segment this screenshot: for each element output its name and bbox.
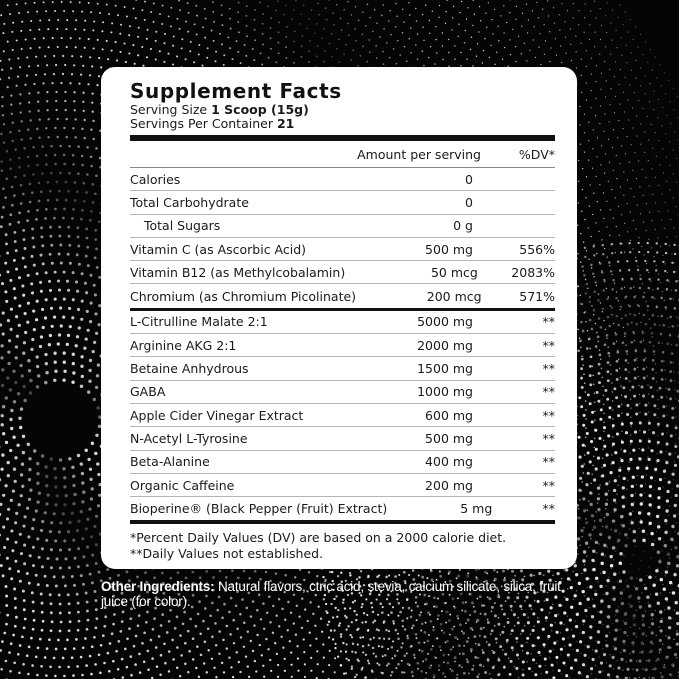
ingredient-rows <box>130 311 555 521</box>
table-row <box>130 215 555 238</box>
table-header <box>130 141 555 168</box>
row-dv: ** <box>542 384 555 400</box>
nutrient-rows <box>130 168 555 308</box>
row-amount: 200 mg <box>425 477 473 493</box>
row-amount: 500 mg <box>425 241 473 257</box>
footnote-dv: *Percent Daily Values (DV) are based on a 2000 calorie diet. <box>130 530 507 546</box>
row-name: L-Citrulline Malate 2:1 <box>130 314 268 330</box>
thick-divider <box>130 520 555 524</box>
row-name: Bioperine® (Black Pepper (Fruit) Extract) <box>130 501 388 517</box>
other-ingredients <box>101 579 581 609</box>
row-name: GABA <box>130 384 166 400</box>
row-dv: ** <box>542 407 555 423</box>
row-dv: ** <box>542 361 555 377</box>
panel-title: Supplement Facts <box>130 79 342 103</box>
header-amount: Amount per serving <box>357 146 481 162</box>
serving-size <box>130 103 555 117</box>
servings-value: 21 <box>276 116 295 131</box>
footnote-not-established: **Daily Values not established. <box>130 546 324 562</box>
row-name: Organic Caffeine <box>130 477 235 493</box>
table-row <box>130 427 555 450</box>
row-amount: 0 <box>465 171 473 187</box>
row-dv: ** <box>542 477 555 493</box>
row-amount: 2000 mg <box>417 337 473 353</box>
row-amount: 50 mcg <box>430 264 478 280</box>
row-dv: 2083% <box>511 264 555 280</box>
row-name: Calories <box>130 171 181 187</box>
row-amount: 500 mg <box>425 430 473 446</box>
footnotes <box>130 530 555 562</box>
row-name: N-Acetyl L-Tyrosine <box>130 430 248 446</box>
table-row <box>130 474 555 497</box>
row-amount: 400 mg <box>425 454 473 470</box>
row-name: Betaine Anhydrous <box>130 361 249 377</box>
row-amount: 1000 mg <box>417 384 473 400</box>
table-row <box>130 404 555 427</box>
servings-per-container <box>130 117 555 131</box>
row-amount: 5 mg <box>460 501 493 517</box>
row-amount: 0 g <box>453 218 473 234</box>
other-ingredients-text: Natural flavors, ctric acid, stevia, calcium silicate, silica, fruit juice (for color). <box>101 579 561 609</box>
table-row <box>130 381 555 404</box>
table-row <box>130 497 555 520</box>
row-dv: ** <box>542 430 555 446</box>
row-amount: 600 mg <box>425 407 473 423</box>
table-row <box>130 191 555 214</box>
table-row <box>130 334 555 357</box>
serving-size-value: 1 Scoop (15g) <box>211 102 309 117</box>
row-amount: 5000 mg <box>417 314 473 330</box>
row-name: Apple Cider Vinegar Extract <box>130 407 304 423</box>
row-dv: ** <box>542 337 555 353</box>
row-name: Beta-Alanine <box>130 454 210 470</box>
table-row <box>130 451 555 474</box>
row-dv: ** <box>542 454 555 470</box>
supplement-facts-panel <box>101 67 577 569</box>
row-amount: 0 <box>465 194 473 210</box>
row-dv: ** <box>542 314 555 330</box>
table-row <box>130 311 555 334</box>
row-amount: 200 mcg <box>426 288 482 304</box>
servings-label: Servings Per Container <box>130 116 277 131</box>
table-row <box>130 357 555 380</box>
table-row <box>130 284 555 307</box>
row-name: Vitamin C (as Ascorbic Acid) <box>130 241 307 257</box>
serving-size-label: Serving Size <box>130 102 212 117</box>
row-dv: 571% <box>519 288 555 304</box>
row-name: Total Carbohydrate <box>130 194 249 210</box>
row-name: Vitamin B12 (as Methylcobalamin) <box>130 264 346 280</box>
other-ingredients-label: Other Ingredients: <box>101 579 215 594</box>
row-amount: 1500 mg <box>417 361 473 377</box>
table-row <box>130 168 555 191</box>
row-name: Chromium (as Chromium Picolinate) <box>130 288 357 304</box>
row-name: Total Sugars <box>144 218 221 234</box>
header-dv: %DV* <box>518 146 555 162</box>
table-row <box>130 238 555 261</box>
table-row <box>130 261 555 284</box>
row-dv: 556% <box>519 241 555 257</box>
row-dv: ** <box>542 501 555 517</box>
row-name: Arginine AKG 2:1 <box>130 337 237 353</box>
